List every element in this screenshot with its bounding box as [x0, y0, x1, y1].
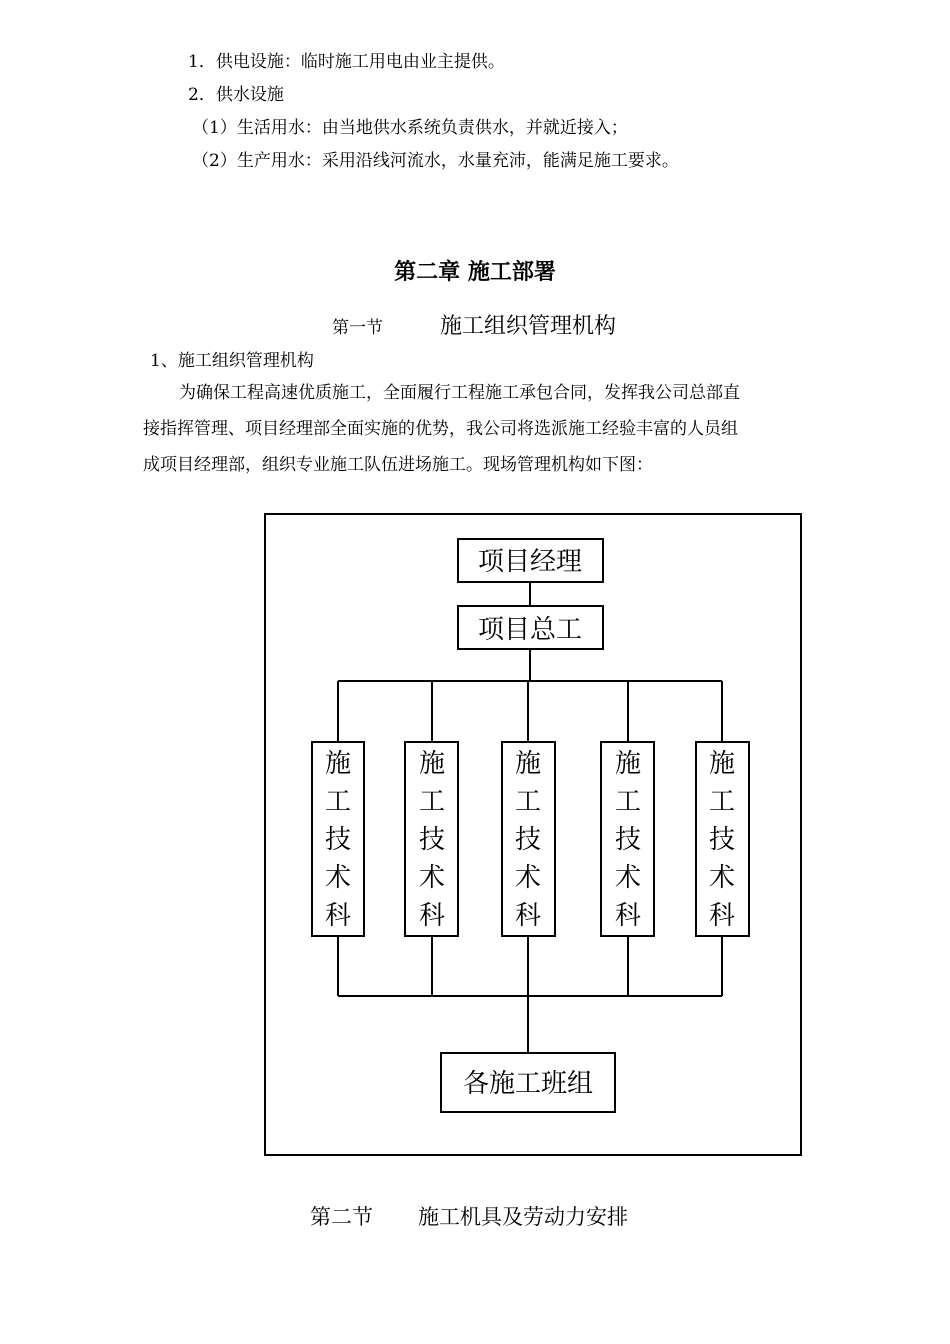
section-1-number: 第一节 — [332, 318, 383, 338]
project-manager-label: 项目经理 — [477, 547, 583, 577]
section-2-number: 第二节 — [310, 1205, 373, 1229]
water-supply-line: 2．供水设施 — [188, 85, 284, 105]
department-column-3 — [502, 681, 555, 1053]
chapter-title: 第二章 施工部署 — [394, 259, 556, 285]
paragraph-line-3: 成项目经理部，组织专业施工队伍进场施工。现场管理机构如下图： — [143, 455, 653, 475]
department-char: 科 — [514, 901, 542, 931]
department-char: 工 — [708, 787, 736, 817]
department-char: 工 — [324, 787, 352, 817]
section-1-title: 施工组织管理机构 — [440, 314, 617, 339]
department-char: 术 — [514, 863, 542, 893]
department-char: 技 — [418, 825, 446, 855]
power-supply-line: 1．供电设施：临时施工用电由业主提供。 — [188, 52, 505, 72]
department-char: 技 — [614, 825, 642, 855]
department-char: 术 — [324, 863, 352, 893]
department-char: 科 — [708, 901, 736, 931]
department-char: 术 — [418, 863, 446, 893]
paragraph-line-2: 接指挥管理、项目经理部全面实施的优势，我公司将选派施工经验丰富的人员组 — [143, 419, 738, 439]
section-2-heading — [310, 1201, 628, 1231]
department-char: 施 — [614, 749, 642, 779]
department-char: 术 — [708, 863, 736, 893]
department-char: 施 — [514, 749, 542, 779]
section-2-title: 施工机具及劳动力安排 — [418, 1205, 628, 1229]
department-column-5 — [696, 681, 749, 996]
domestic-water-line: （1）生活用水：由当地供水系统负责供水，并就近接入； — [192, 118, 628, 138]
department-char: 施 — [324, 749, 352, 779]
production-water-line: （2）生产用水：采用沿线河流水，水量充沛，能满足施工要求。 — [192, 151, 679, 171]
department-char: 科 — [418, 901, 446, 931]
department-column-4 — [601, 681, 654, 996]
department-char: 工 — [614, 787, 642, 817]
department-column-2 — [405, 681, 458, 996]
department-char: 工 — [514, 787, 542, 817]
subheading: 1、施工组织管理机构 — [150, 351, 314, 371]
department-char: 术 — [614, 863, 642, 893]
department-char: 技 — [514, 825, 542, 855]
department-char: 工 — [418, 787, 446, 817]
work-teams-label: 各施工班组 — [462, 1069, 594, 1099]
department-column-1 — [312, 681, 364, 996]
department-char: 技 — [708, 825, 736, 855]
department-char: 施 — [418, 749, 446, 779]
department-char: 技 — [324, 825, 352, 855]
department-char: 科 — [324, 901, 352, 931]
paragraph-line-1: 为确保工程高速优质施工，全面履行工程施工承包合同，发挥我公司总部直 — [179, 383, 740, 403]
department-char: 科 — [614, 901, 642, 931]
department-char: 施 — [708, 749, 736, 779]
chief-engineer-label: 项目总工 — [477, 615, 583, 645]
